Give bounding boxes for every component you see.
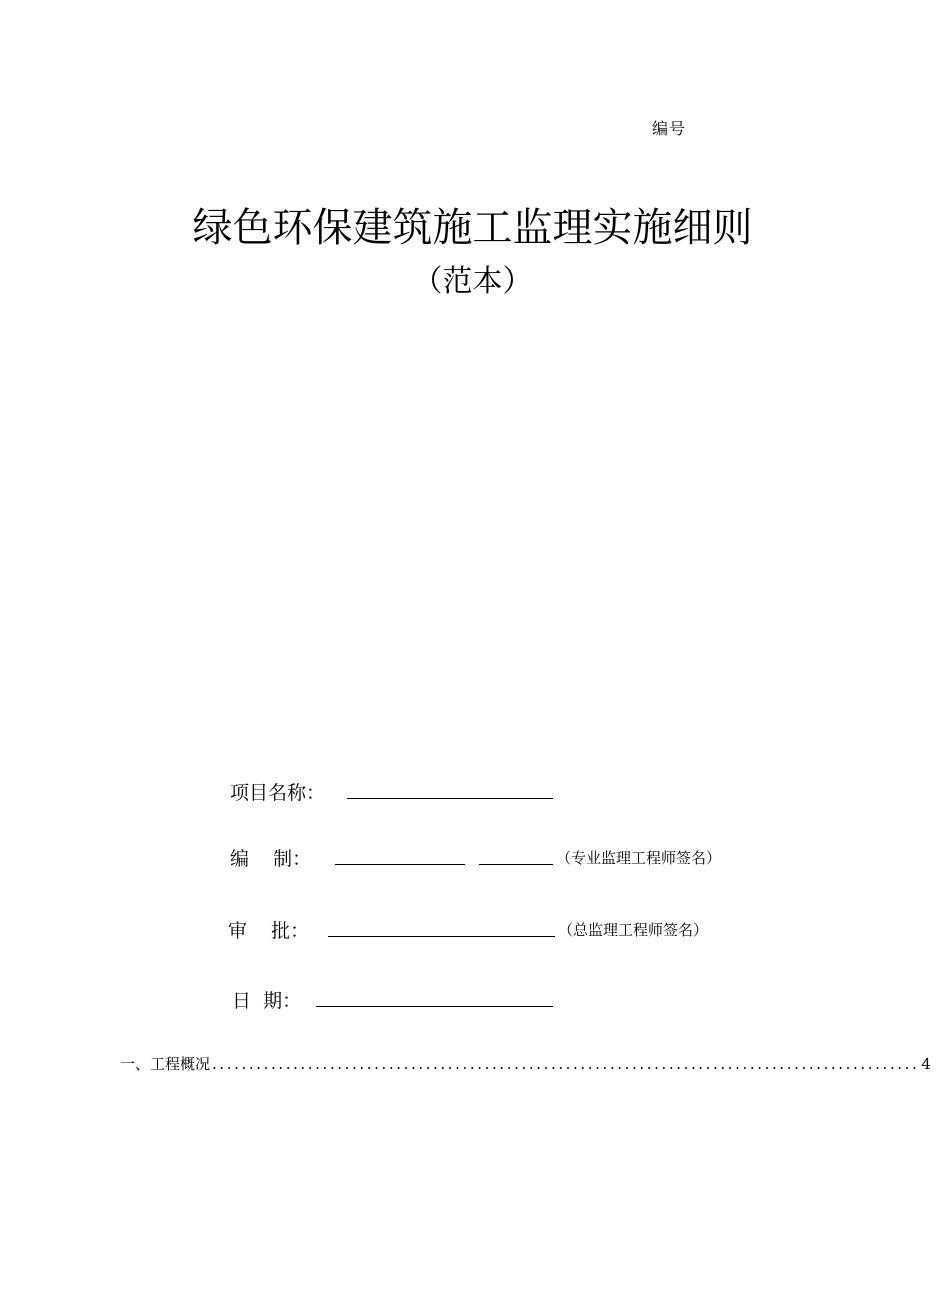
date-label: 日 期：: [232, 990, 302, 1012]
document-subtitle: （范本）: [412, 264, 533, 299]
toc-item[interactable]: [120, 1053, 931, 1074]
toc-item-title: 一、工程概况: [120, 1055, 211, 1073]
compiled-by-line-1: [335, 864, 465, 865]
compiled-by-note: （专业监理工程师签名）: [556, 849, 722, 867]
project-name-label: 项目名称：: [230, 782, 326, 804]
project-name-field: [230, 778, 325, 805]
approved-by-field: [228, 916, 309, 943]
document-title: 绿色环保建筑施工监理实施细则: [192, 205, 753, 251]
compiled-by-field: [230, 844, 311, 871]
approved-by-label: 审 批：: [228, 920, 310, 942]
compiled-by-line-2: [479, 864, 553, 865]
date-field: [232, 986, 301, 1013]
date-line: [316, 1006, 553, 1007]
compiled-by-label: 编 制：: [230, 848, 312, 870]
project-name-line: [347, 798, 553, 799]
toc-leader-dots: ................................................................................................: [212, 1055, 920, 1073]
approved-by-line: [328, 936, 555, 937]
toc-item-page: 4: [921, 1055, 931, 1073]
document-number-label: 编号: [652, 119, 687, 138]
approved-by-note: （总监理工程师签名）: [558, 921, 709, 939]
